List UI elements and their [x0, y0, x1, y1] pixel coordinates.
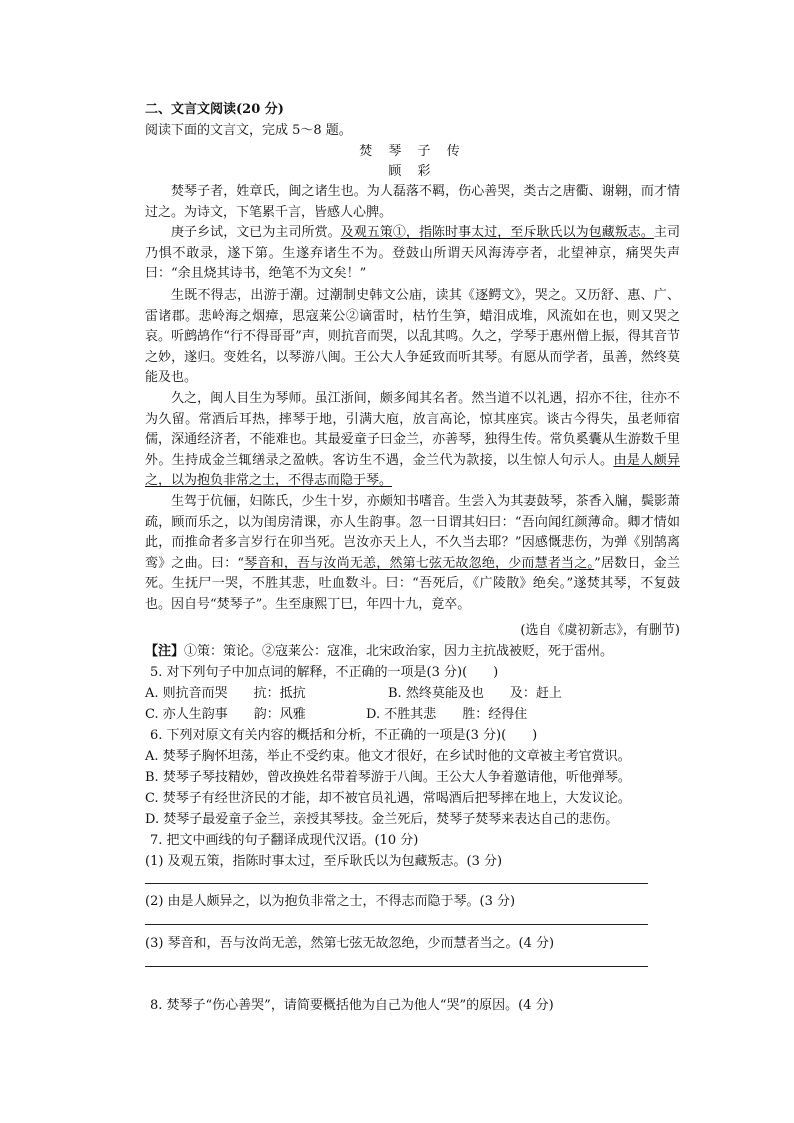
passage-source: (选自《虞初新志》，有删节)	[520, 623, 680, 638]
answer-line-2[interactable]	[145, 924, 648, 925]
q6-option-d[interactable]: D. 焚琴子最爱童子金兰，亲授其琴技。金兰死后，焚琴子焚琴来表达自己的悲伤。	[145, 812, 619, 827]
answer-line-3[interactable]	[145, 966, 648, 967]
answer-line-1[interactable]	[145, 883, 648, 884]
passage-paragraph-5	[145, 492, 680, 616]
underlined-sentence-3: 琴音和，吾与汝尚无恙，然第七弦无故忽绝，少而慧者当之。	[244, 555, 595, 571]
passage-paragraph-4	[145, 389, 680, 492]
paragraph-text: 久之，闽人目生为琴师。虽江浙间，颇多闻其名者。然当道不以礼遇，招亦不往，往亦不为久留。常酒后耳热，摔琴于地，引满大庖，放言高论，惊其座宾。谈古今得失，虽老师宿儒，深通经济者，不能难也。其最爱童子曰金兰，亦善琴，独得生传。常负奚囊从生游数千里外。生持成金兰辄缮录之盈帙。客访生不遇，金兰代为款接，以生惊人句示人。	[145, 391, 680, 468]
section-heading: 二、文言文阅读(20 分)	[145, 102, 284, 117]
section-instruction: 阅读下面的文言文，完成 5～8 题。	[145, 123, 352, 138]
paragraph-text: 生驾于伉俪，妇陈氏，少生十岁，亦颇知书嗜音。生尝入为其妻鼓琴，茶香入牖，鬓影萧疏，顾而乐之，以为闺房清课，亦人生韵事。忽一日谓其妇曰：“吾向闻红颜薄命。卿才情如此，而推命者多言岁行在卯当死。岂汝亦天上人，不久当去耶？”因感慨悲伤，为弹《别鹄离鸾》之曲。曰：“	[145, 494, 680, 571]
underlined-sentence-2: 由是人颇异之，以为抱负非常之士，不得志而隐于琴。	[145, 452, 680, 489]
q7-sentence-3: (3) 琴音和，吾与汝尚无恙，然第七弦无故忽绝，少而慧者当之。(4 分)	[145, 936, 555, 951]
q5-option-c[interactable]: C. 亦人生韵事 韵：风雅	[145, 707, 306, 722]
paragraph-text: 主司乃惧不敢录，遂下第。生遂弃诸生不为。登鼓山所谓天风海涛亭者，北望神京，痛哭失声曰：“余且烧其诗书，绝笔不为文矣！”	[145, 225, 680, 282]
notes	[145, 640, 613, 659]
q7-stem: 7. 把文中画线的句子翻译成现代汉语。(10 分)	[150, 833, 419, 848]
q5-option-a[interactable]: A. 则抗音而哭 抗：抵抗	[145, 686, 306, 701]
passage-paragraph-1: 焚琴子者，姓章氏，闽之诸生也。为人磊落不羁，伤心善哭，类古之唐衢、谢翱，而才情过之。为诗文，下笔累千言，皆感人心脾。	[145, 184, 680, 220]
passage-paragraph-2	[145, 223, 680, 285]
notes-text: ①策：策论。②寇莱公：寇准，北宋政治家，因力主抗战被贬，死于雷州。	[184, 644, 614, 659]
q5-option-b[interactable]: B. 然终莫能及也 及：赶上	[388, 686, 562, 701]
q7-sentence-2: (2) 由是人颇异之，以为抱负非常之士，不得志而隐于琴。(3 分)	[145, 894, 516, 909]
paragraph-text: ”居数日，金兰死。生抚尸一哭，不胜其悲，吐血数斗。曰：“吾死后，《广陵散》绝矣。”遂焚其琴，不复鼓也。因自号“焚琴子”。生至康熙丁巳，年四十九，竟卒。	[145, 555, 680, 612]
q6-option-b[interactable]: B. 焚琴子琴技精妙，曾改换姓名带着琴游于八闽。王公大人争着邀请他，听他弹琴。	[145, 770, 631, 785]
q7-sentence-1: (1) 及观五策，指陈时事太过，至斥耿氏以为包藏叛志。(3 分)	[145, 854, 503, 869]
q6-stem: 6. 下列对原文有关内容的概括和分析，不正确的一项是(3 分)( )	[150, 728, 538, 743]
q6-option-a[interactable]: A. 焚琴子胸怀坦荡，举止不受约束。他文才很好，在乡试时他的文章被主考官赏识。	[145, 749, 631, 764]
underlined-sentence-1: 及观五策①，指陈时事太过，至斥耿氏以为包藏叛志。	[340, 225, 654, 240]
q8-stem: 8. 焚琴子“伤心善哭”，请简要概括他为自己为他人“哭”的原因。(4 分)	[150, 998, 554, 1013]
passage-author: 顾 彩	[388, 164, 437, 179]
passage-title: 焚 琴 子 传	[359, 144, 466, 159]
paragraph-text: 庚子乡试，文已为主司所赏。	[171, 225, 341, 240]
q5-stem: 5. 对下列句子中加点词的解释，不正确的一项是(3 分)( )	[150, 665, 499, 680]
q5-option-d[interactable]: D. 不胜其悲 胜：经得住	[366, 707, 528, 722]
notes-label: 【注】	[145, 644, 185, 659]
passage-paragraph-3: 生既不得志，出游于潮。过潮制史韩文公庙，读其《逐鳄文》，哭之。又历舒、惠、广、雷诸郡。悲岭海之烟瘴，思寇莱公②谪雷时，枯竹生笋，蜡泪成堆，风流如在也，则又哭之哀。听鹧鸪作“行不得哥哥”声，则抗音而哭，以乱其鸣。久之，学琴于惠州僧上振，得其音节之妙，遂归。变姓名，以琴游八闽。王公大人争延致而听其琴。有愿从而学者，虽善，然终莫能及也。	[145, 288, 680, 386]
q6-option-c[interactable]: C. 焚琴子有经世济民的才能，却不被官员礼遇，常喝酒后把琴摔在地上，大发议论。	[145, 791, 631, 806]
